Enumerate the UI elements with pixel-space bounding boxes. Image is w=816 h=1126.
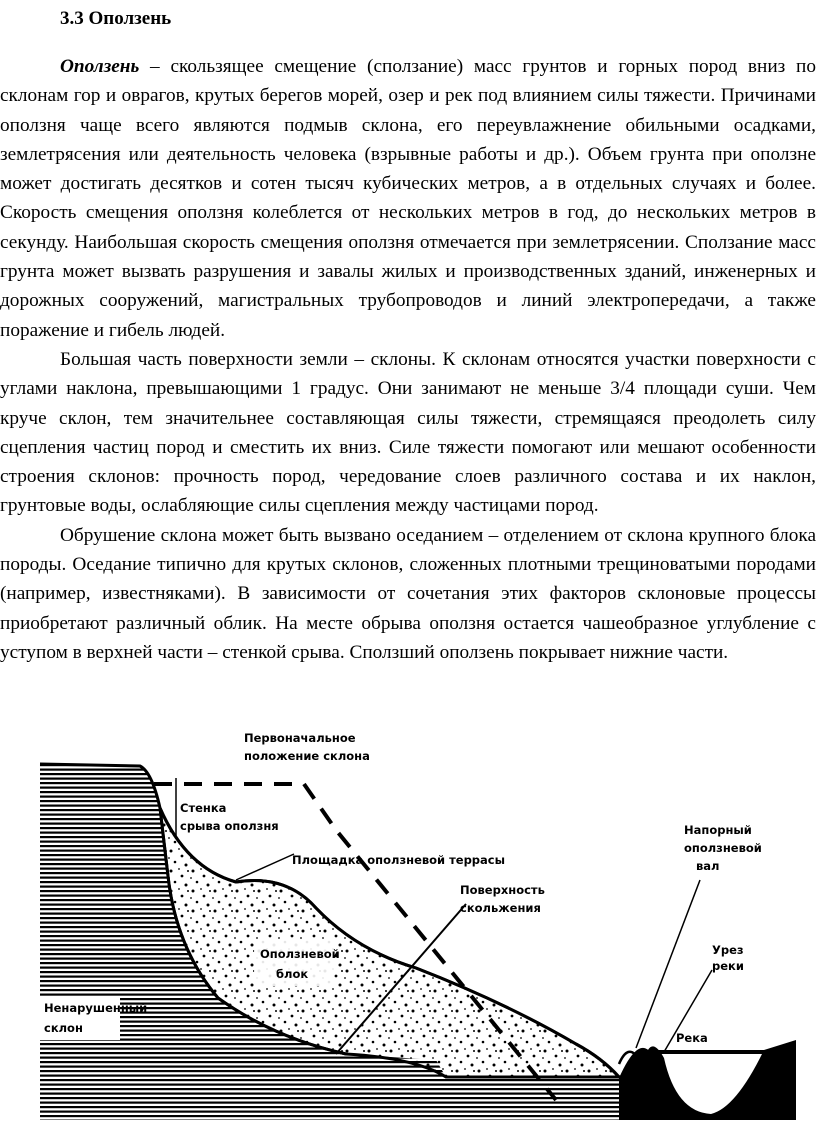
label-water-edge-2: реки — [712, 959, 744, 973]
label-block-1: Оползневой — [260, 947, 340, 961]
paragraph-1-text: – скользящее смещение (сползание) масс грунтов и горных пород вниз по склонам гор и оврагов, крутых берегов морей, озер и рек под влиянием силы тяжести. Причинами оползня чаще всего являются подмыв склона, его переувлажнение обильными осадками, землетрясения или деятельность человека (взрывные работы и др.). Объем грунта при оползне может достигать десятков и сотен тысяч кубических метров, а в отдельных случаях и более. Скорость смещения оползня колеблется от нескольких метров в год, до нескольких метров в секунду. Наибольшая скорость смещения оползня отмечается при землетрясении. Сползание масс грунта может вызвать разрушения и завалы жилых и производственных зданий, инженерных и дорожных сооружений, магистральных трубопроводов и линий электропередачи, а также поражение и гибель людей. — [0, 56, 816, 341]
label-scarp-1: Стенка — [180, 801, 227, 815]
label-block-2: блок — [276, 967, 309, 981]
paragraph-3: Обрушение склона может быть вызвано оседанием – отделением от склона крупного блока породы. Оседание типично для крутых склонов, сложенных плотными трещиноватыми породами (например, известняками). В зависимости от сочетания этих факторов склоновые процессы приобретают различный облик. На месте обрыва оползня остается чашеобразное углубление с уступом в верхней части – стенкой срыва. Сползший оползень покрывает нижние части. — [0, 524, 816, 663]
label-undisturbed-1: Ненарушенный — [44, 1001, 148, 1015]
label-slip-surface-2: скольжения — [460, 901, 541, 915]
paragraph-2: Большая часть поверхности земли – склоны. К склонам относятся участки поверхности с углами наклона, превышающими 1 градус. Они занимают не меньше 3/4 площади суши. Чем круче склон, тем значительнее составляющая силы тяжести, стремящаяся преодолеть силу сцепления частиц пород и сместить их вниз. Силе тяжести помогают или мешают особенности строения склонов: прочность пород, чередование слоев различного состава и их наклон, грунтовые воды, ослабляющие силы сцепления между частицами пород. — [0, 348, 816, 517]
label-water-edge-1: Урез — [712, 943, 744, 957]
leader-ridge — [636, 880, 700, 1048]
label-terrace: Площадка оползневой террасы — [292, 853, 506, 867]
landslide-diagram-svg — [36, 728, 796, 1120]
label-pressure-ridge-1: Напорный — [684, 823, 752, 837]
body-text — [0, 52, 816, 667]
label-river: Река — [676, 1031, 708, 1045]
label-pressure-ridge-2: оползневой — [684, 841, 762, 855]
label-undisturbed-2: склон — [44, 1021, 83, 1035]
paragraph-1 — [0, 52, 816, 345]
label-scarp-2: срыва оползня — [180, 819, 279, 833]
section-heading: 3.3 Оползень — [60, 8, 172, 29]
label-slip-surface-1: Поверхность — [460, 883, 545, 897]
label-pressure-ridge-3: вал — [696, 859, 720, 873]
river-surface — [648, 1050, 796, 1054]
label-original-slope-2: положение склона — [244, 749, 370, 763]
term-landslide: Оползень — [60, 56, 140, 77]
label-original-slope-1: Первоначальное — [244, 731, 356, 745]
landslide-diagram — [36, 728, 796, 1120]
leader-terrace — [236, 854, 294, 880]
